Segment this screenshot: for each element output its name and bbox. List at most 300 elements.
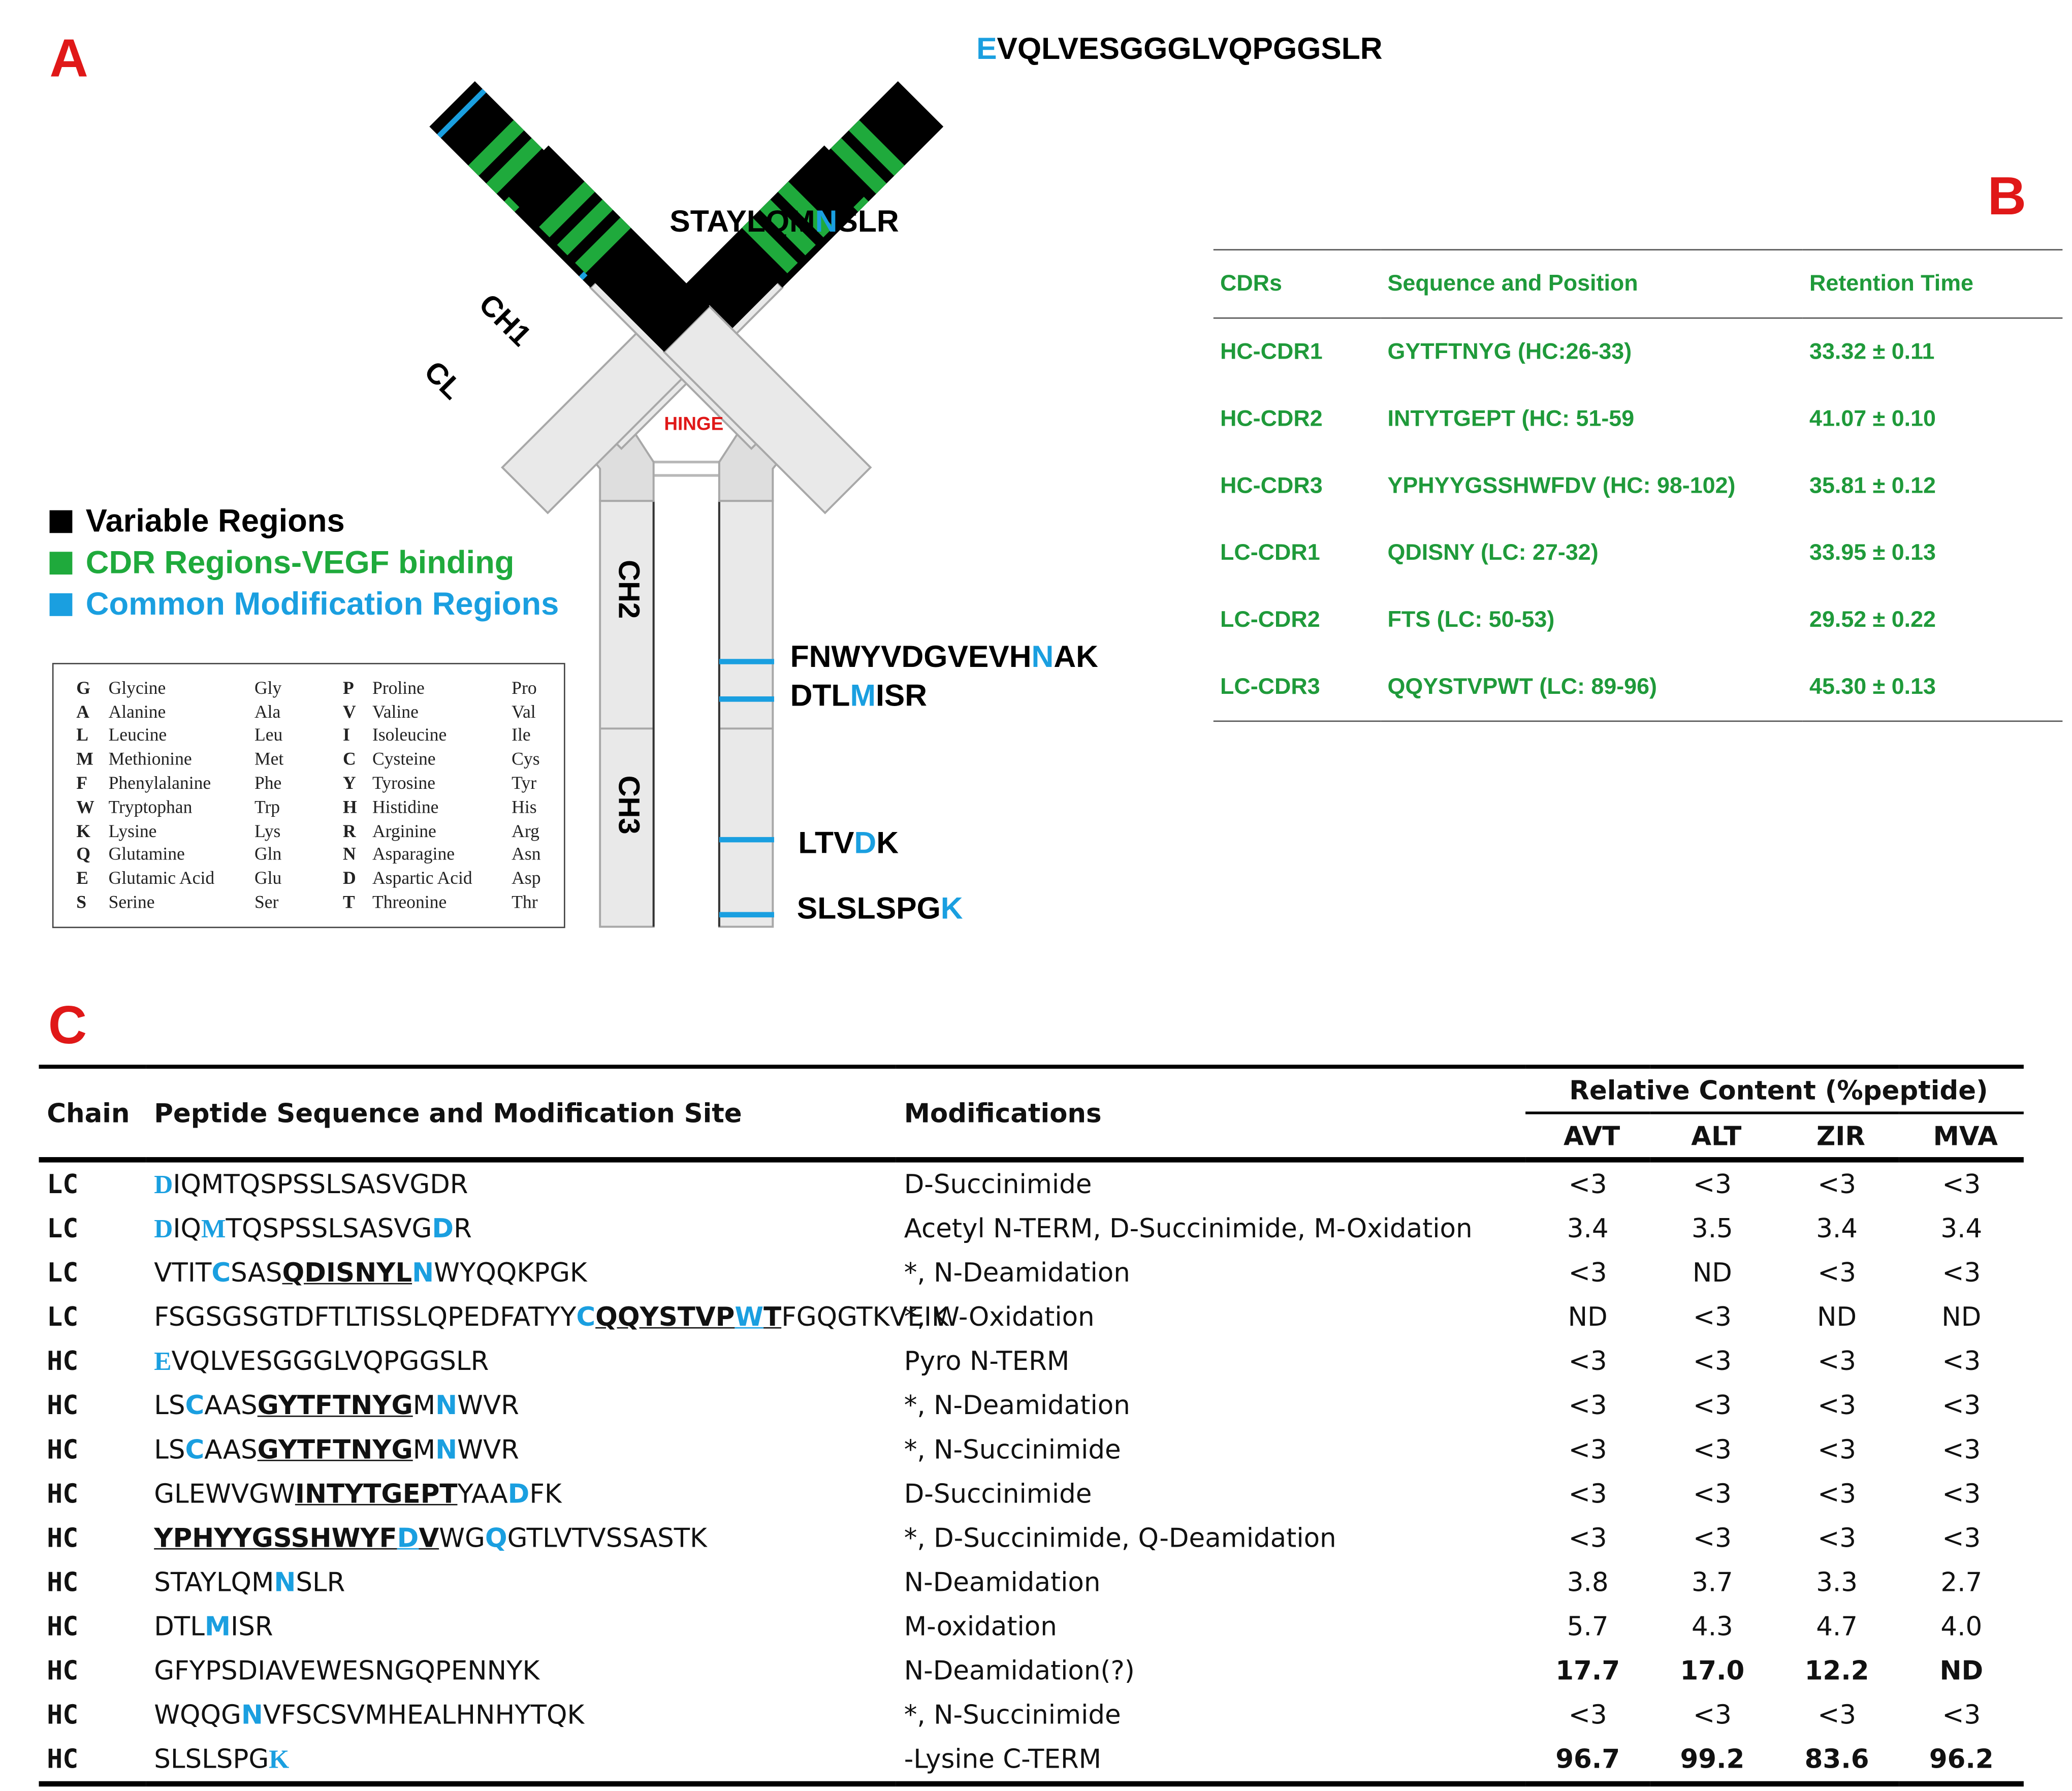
modifications-cell: *, N-Deamidation xyxy=(904,1257,1130,1289)
sequence-cell xyxy=(146,1384,896,1428)
relative-content-cell: <3 xyxy=(1693,1478,1732,1510)
cdr-row xyxy=(1214,520,2063,587)
cdr-header-cdrs: CDRs xyxy=(1214,250,1381,318)
amino-acid-cell: Isoleucine xyxy=(372,725,447,746)
legend-cdr-label: CDR Regions-VEGF binding xyxy=(85,545,515,582)
relative-content-cell: ND xyxy=(1941,1301,1982,1333)
amino-acid-cell: Methionine xyxy=(108,749,192,770)
cdr-table xyxy=(1214,249,2063,722)
sequence-segment: C xyxy=(576,1301,596,1333)
cdr-cell: 41.07 ± 0.10 xyxy=(1809,405,1936,431)
sequence-segment: C xyxy=(211,1257,231,1289)
relative-content-cell: ND xyxy=(1692,1257,1732,1289)
cdr-cell: FTS (LC: 50-53) xyxy=(1387,606,1555,632)
amino-acid-row xyxy=(76,700,540,724)
sequence-cell xyxy=(146,1737,896,1784)
amino-acid-cell: Lysine xyxy=(108,820,157,841)
amino-acid-cell: C xyxy=(342,749,356,770)
relative-content-cell: <3 xyxy=(1818,1699,1856,1731)
amino-acid-row xyxy=(76,676,540,700)
sequence-cell xyxy=(146,1693,896,1737)
relative-content-cell: <3 xyxy=(1568,1522,1607,1554)
chain-cell: LC xyxy=(47,1301,79,1333)
cdr-cell: HC-CDR3 xyxy=(1220,472,1323,498)
modifications-cell: *, N-Deamidation xyxy=(904,1390,1130,1421)
amino-acid-cell: Leucine xyxy=(108,725,167,746)
sequence-segment: M xyxy=(412,1434,436,1465)
sequence-cell xyxy=(146,1605,896,1649)
hinge-connector xyxy=(654,462,721,475)
sequence-segment: INTYTGEPT xyxy=(295,1478,458,1510)
sequence-segment: V xyxy=(419,1522,439,1554)
sequence-cell xyxy=(146,1560,896,1605)
cdr-row xyxy=(1214,453,2063,520)
amino-acid-cell: Alanine xyxy=(108,701,166,722)
relative-content-cell: 99.2 xyxy=(1650,1737,1774,1784)
relative-content-cell: <3 xyxy=(1693,1522,1732,1554)
amino-acid-cell: Tyr xyxy=(512,773,537,793)
relative-content-cell: 3.5 xyxy=(1691,1213,1733,1244)
sequence-segment: IQMTQSPSSLSASVGDR xyxy=(173,1168,468,1200)
amino-acid-cell: Ser xyxy=(254,892,279,912)
sequence-cell xyxy=(146,1295,949,1339)
sequence-segment: WVR xyxy=(457,1434,519,1465)
sequence-segment: Q xyxy=(485,1522,507,1554)
modifications-cell: N-Deamidation xyxy=(904,1566,1101,1598)
amino-acid-cell: Q xyxy=(76,844,91,865)
relative-content-cell: <3 xyxy=(1693,1434,1732,1465)
panel-label-a: A xyxy=(49,29,88,89)
amino-acid-cell: His xyxy=(512,796,537,817)
cdr-cell: 33.95 ± 0.13 xyxy=(1809,539,1936,565)
chain-cell: HC xyxy=(47,1611,79,1642)
sequence-segment: WG xyxy=(439,1522,485,1554)
header-mva: MVA xyxy=(1899,1113,2024,1160)
sequence-cell xyxy=(146,1207,896,1251)
sequence-segment: N xyxy=(274,1566,296,1598)
amino-acid-cell: A xyxy=(76,701,89,722)
modifications-cell: -Lysine C-TERM xyxy=(896,1737,1525,1784)
amino-acid-cell: Y xyxy=(342,773,356,793)
amino-acid-cell: Ile xyxy=(512,725,531,746)
chain-cell: HC xyxy=(47,1699,79,1731)
sequence-cell xyxy=(146,1339,896,1384)
cdr-cell: 45.30 ± 0.13 xyxy=(1809,674,1936,699)
amino-acid-cell: Histidine xyxy=(372,796,439,817)
cdr-cell: INTYTGEPT (HC: 51-59 xyxy=(1387,405,1635,431)
sequence-segment: N xyxy=(241,1699,263,1731)
modifications-cell: *, N-Succinimide xyxy=(904,1699,1121,1731)
amino-acid-cell: M xyxy=(76,749,93,770)
relative-content-cell: <3 xyxy=(1693,1346,1732,1377)
sequence-segment: LS xyxy=(154,1434,185,1465)
amino-acid-row xyxy=(76,772,540,795)
relative-content-cell: ND xyxy=(1817,1301,1857,1333)
sequence-cell xyxy=(146,1472,896,1516)
sequence-segment: SLR xyxy=(296,1566,345,1598)
fc-right-stem xyxy=(719,501,773,926)
relative-content-cell: <3 xyxy=(1942,1522,1981,1554)
amino-acid-cell: Serine xyxy=(108,892,155,912)
relative-content-cell: 4.7 xyxy=(1816,1611,1858,1642)
sequence-segment: GYTFTNYG xyxy=(257,1390,413,1421)
sequence-segment: QDISNYL xyxy=(282,1257,412,1289)
cdr-cell: 29.52 ± 0.22 xyxy=(1809,606,1936,632)
amino-acid-cell: G xyxy=(76,677,91,698)
sequence-segment: VQLVESGGGLVQPGGSLR xyxy=(171,1345,489,1377)
cdr-row xyxy=(1214,318,2063,386)
sequence-segment: FK xyxy=(529,1478,562,1510)
amino-acid-cell: Asn xyxy=(512,844,541,865)
table-row xyxy=(39,1295,2023,1339)
relative-content-cell: <3 xyxy=(1818,1257,1856,1289)
sequence-segment: QQYSTVP xyxy=(595,1301,735,1333)
relative-content-cell: ND xyxy=(1568,1301,1608,1333)
cdr-cell: HC-CDR1 xyxy=(1220,339,1323,365)
relative-content-cell: <3 xyxy=(1568,1478,1607,1510)
cdr-header-sequence: Sequence and Position xyxy=(1381,250,1803,318)
amino-acid-cell: Met xyxy=(254,749,284,770)
sequence-segment: W xyxy=(735,1301,764,1333)
amino-acid-cell: Pro xyxy=(512,677,537,698)
sequence-segment: FGQGTKVEIK xyxy=(781,1301,949,1333)
peptide-label-2: STAYLQMNSLR xyxy=(670,204,899,239)
relative-content-cell: <3 xyxy=(1818,1522,1856,1554)
relative-content-cell: 3.4 xyxy=(1567,1213,1609,1244)
chain-cell: HC xyxy=(47,1566,79,1598)
relative-content-cell: <3 xyxy=(1568,1346,1607,1377)
cdr-cell: 35.81 ± 0.12 xyxy=(1809,472,1936,498)
sequence-cell xyxy=(146,1649,896,1693)
amino-acid-cell: Arginine xyxy=(372,820,436,841)
relative-content-cell: <3 xyxy=(1693,1390,1732,1421)
relative-content-cell: <3 xyxy=(1942,1169,1981,1200)
relative-content-cell: 96.2 xyxy=(1899,1737,2024,1784)
label-vh: VH xyxy=(358,144,410,197)
chain-cell: HC xyxy=(39,1737,146,1784)
amino-acid-row xyxy=(76,891,540,915)
sequence-segment: D xyxy=(154,1171,173,1200)
sequence-segment: C xyxy=(185,1390,205,1421)
relative-content-cell: <3 xyxy=(1942,1257,1981,1289)
table-row xyxy=(39,1649,2023,1693)
amino-acid-cell: Arg xyxy=(512,820,539,841)
relative-content-cell: <3 xyxy=(1818,1169,1856,1200)
amino-acid-cell: D xyxy=(342,868,356,888)
sequence-segment: T xyxy=(763,1301,782,1333)
peptide-label-3: FNWYVDGVEVHNAK xyxy=(790,639,1098,674)
cdr-cell: LC-CDR2 xyxy=(1220,606,1320,632)
amino-acid-row xyxy=(76,843,540,867)
header-sequence: Peptide Sequence and Modification Site xyxy=(146,1067,896,1160)
table-row xyxy=(39,1339,2023,1384)
cdr-cell: QQYSTVPWT (LC: 89-96) xyxy=(1387,674,1657,699)
amino-acid-cell: S xyxy=(76,892,87,912)
amino-acid-cell: Cysteine xyxy=(372,749,436,770)
amino-acid-cell: Threonine xyxy=(372,892,447,912)
chain-cell: LC xyxy=(47,1257,79,1289)
relative-content-cell: 4.0 xyxy=(1940,1611,1983,1642)
amino-acid-cell: V xyxy=(342,701,356,722)
relative-content-cell: 3.8 xyxy=(1567,1566,1609,1598)
sequence-segment: WYQQKPGK xyxy=(434,1257,587,1289)
modifications-cell: *, W-Oxidation xyxy=(904,1301,1095,1333)
modifications-cell: N-Deamidation(?) xyxy=(904,1655,1135,1686)
sequence-segment: YPHYYGSSHWYF xyxy=(154,1522,397,1554)
amino-acid-cell: Cys xyxy=(512,749,540,770)
legend-swatch-black xyxy=(50,510,73,533)
cdr-cell: 33.32 ± 0.11 xyxy=(1809,339,1935,365)
chain-cell: LC xyxy=(47,1169,79,1200)
cdr-cell: GYTFTNYG (HC:26-33) xyxy=(1387,339,1632,365)
region-legend xyxy=(50,501,559,625)
amino-acid-table xyxy=(76,676,540,914)
panel-label-b: B xyxy=(1987,167,2026,227)
chain-cell: HC xyxy=(47,1478,79,1510)
legend-modification xyxy=(50,584,559,626)
sequence-segment: ISR xyxy=(231,1611,273,1642)
sequence-cell xyxy=(146,1251,896,1295)
amino-acid-cell: Gly xyxy=(254,677,282,698)
relative-content-cell: 4.3 xyxy=(1691,1611,1733,1642)
sequence-segment: D xyxy=(397,1522,419,1554)
header-zir: ZIR xyxy=(1774,1113,1899,1160)
relative-content-cell: <3 xyxy=(1568,1699,1607,1731)
cdr-row xyxy=(1214,654,2063,721)
sequence-segment: LS xyxy=(154,1390,185,1421)
relative-content-cell: 12.2 xyxy=(1804,1655,1869,1686)
amino-acid-cell: Asparagine xyxy=(372,844,455,865)
table-row xyxy=(39,1472,2023,1516)
cdr-row xyxy=(1214,587,2063,654)
legend-swatch-blue xyxy=(50,593,73,616)
relative-content-cell: 2.7 xyxy=(1940,1566,1983,1598)
amino-acid-cell: Lys xyxy=(254,820,281,841)
relative-content-cell: 83.6 xyxy=(1774,1737,1899,1784)
modifications-cell: D-Succinimide xyxy=(904,1169,1092,1200)
amino-acid-cell: Phenylalanine xyxy=(108,773,211,793)
amino-acid-cell: Tyrosine xyxy=(372,773,436,793)
sequence-segment: E xyxy=(154,1348,172,1377)
sequence-segment: M xyxy=(201,1215,226,1244)
relative-content-cell: 3.4 xyxy=(1816,1213,1858,1244)
chain-cell: HC xyxy=(47,1434,79,1465)
sequence-segment: VFSCSVMHEALHNHYTQK xyxy=(263,1699,585,1731)
cdr-cell: QDISNY (LC: 27-32) xyxy=(1387,539,1599,565)
amino-acid-cell: F xyxy=(76,773,88,793)
peptide-label-5: LTVDK xyxy=(798,825,899,860)
modifications-cell: Acetyl N-TERM, D-Succinimide, M-Oxidation xyxy=(904,1213,1473,1244)
relative-content-cell: <3 xyxy=(1568,1390,1607,1421)
relative-content-cell: <3 xyxy=(1568,1434,1607,1465)
sequence-segment: GFYPSDIAVEWESNGQPENNYK xyxy=(154,1655,540,1686)
sequence-segment: WQQG xyxy=(154,1699,241,1731)
amino-acid-row xyxy=(76,724,540,748)
amino-acid-row xyxy=(76,819,540,843)
relative-content-cell: <3 xyxy=(1942,1434,1981,1465)
cdr-row xyxy=(1214,386,2063,453)
relative-content-cell: <3 xyxy=(1568,1257,1607,1289)
amino-acid-cell: Ala xyxy=(254,701,281,722)
modifications-cell: *, N-Succinimide xyxy=(904,1434,1121,1465)
cdr-cell: LC-CDR3 xyxy=(1220,674,1320,699)
relative-content-cell: <3 xyxy=(1818,1478,1856,1510)
sequence-segment: R xyxy=(454,1212,472,1244)
relative-content-cell: <3 xyxy=(1942,1346,1981,1377)
modification-table xyxy=(39,1065,2023,1786)
relative-content-cell: <3 xyxy=(1942,1478,1981,1510)
relative-content-cell: 17.0 xyxy=(1680,1655,1745,1686)
amino-acid-cell: E xyxy=(76,868,89,888)
relative-content-cell: ND xyxy=(1939,1655,1984,1686)
cdr-header-retention: Retention Time xyxy=(1803,250,2063,318)
sequence-cell xyxy=(146,1160,896,1206)
table-row xyxy=(39,1516,2023,1560)
amino-acid-cell: Asp xyxy=(512,868,541,888)
relative-content-cell: <3 xyxy=(1818,1390,1856,1421)
amino-acid-row xyxy=(76,748,540,772)
relative-content-cell: 96.7 xyxy=(1525,1737,1650,1784)
amino-acid-cell: Val xyxy=(512,701,536,722)
label-vl: VL xyxy=(287,222,337,273)
table-row xyxy=(39,1605,2023,1649)
label-ch3: CH3 xyxy=(612,775,646,835)
modifications-cell: D-Succinimide xyxy=(904,1478,1092,1510)
sequence-segment: M xyxy=(204,1611,231,1642)
sequence-segment: DTL xyxy=(154,1611,205,1642)
legend-variable xyxy=(50,501,559,542)
sequence-segment: K xyxy=(269,1745,290,1774)
sequence-segment: GYTFTNYG xyxy=(257,1434,413,1465)
sequence-segment: STAYLQM xyxy=(154,1566,274,1598)
legend-modification-label: Common Modification Regions xyxy=(85,586,559,623)
amino-acid-cell: Thr xyxy=(512,892,538,912)
relative-content-cell: <3 xyxy=(1568,1169,1607,1200)
header-chain: Chain xyxy=(39,1067,146,1160)
sequence-segment: AAS xyxy=(204,1390,258,1421)
sequence-segment: TQSPSSLSASVG xyxy=(226,1212,432,1244)
amino-acid-cell: N xyxy=(342,844,356,865)
relative-content-cell: <3 xyxy=(1693,1699,1732,1731)
table-row xyxy=(39,1384,2023,1428)
amino-acid-cell: R xyxy=(342,820,356,841)
sequence-segment: VTIT xyxy=(154,1257,212,1289)
amino-acid-key xyxy=(52,663,565,928)
amino-acid-cell: Glutamic Acid xyxy=(108,868,215,888)
relative-content-cell: <3 xyxy=(1818,1346,1856,1377)
label-hinge: HINGE xyxy=(664,413,724,434)
cdr-cell: LC-CDR1 xyxy=(1220,539,1320,565)
amino-acid-row xyxy=(76,795,540,819)
modifications-cell: M-oxidation xyxy=(904,1611,1057,1642)
sequence-segment: M xyxy=(412,1390,436,1421)
amino-acid-cell: Valine xyxy=(372,701,419,722)
label-ch2: CH2 xyxy=(612,560,646,619)
chain-cell: HC xyxy=(47,1346,79,1377)
sequence-segment: N xyxy=(435,1434,458,1465)
label-cl: CL xyxy=(418,355,469,406)
relative-content-cell: <3 xyxy=(1693,1301,1732,1333)
sequence-segment: GLEWVGW xyxy=(154,1478,295,1510)
peptide-label-6: SLSLSPGK xyxy=(796,890,963,925)
table-row xyxy=(39,1428,2023,1472)
sequence-segment: D xyxy=(507,1478,530,1510)
chain-cell: HC xyxy=(47,1655,79,1686)
amino-acid-cell: Trp xyxy=(254,796,280,817)
amino-acid-cell: Glutamine xyxy=(108,844,185,865)
amino-acid-cell: K xyxy=(76,820,91,841)
sequence-cell xyxy=(146,1516,896,1560)
amino-acid-cell: I xyxy=(342,725,350,746)
table-row xyxy=(39,1251,2023,1295)
sequence-segment: C xyxy=(185,1434,205,1465)
sequence-segment: SLSLSPG xyxy=(154,1743,269,1774)
sequence-segment: D xyxy=(154,1215,173,1244)
amino-acid-row xyxy=(76,867,540,891)
panel-label-c: C xyxy=(48,996,87,1056)
chain-cell: HC xyxy=(47,1390,79,1421)
amino-acid-cell: Phe xyxy=(254,773,282,793)
sequence-segment: SAS xyxy=(231,1257,282,1289)
table-row xyxy=(39,1693,2023,1737)
legend-cdr xyxy=(50,542,559,584)
sequence-segment: WVR xyxy=(457,1390,519,1421)
amino-acid-cell: Glycine xyxy=(108,677,166,698)
sequence-segment: YAA xyxy=(457,1478,508,1510)
cdr-cell: YPHYYGSSHWFDV (HC: 98-102) xyxy=(1387,472,1736,498)
table-row xyxy=(39,1207,2023,1251)
table-row xyxy=(39,1160,2023,1206)
sequence-segment: GTLVTVSSASTK xyxy=(507,1522,707,1554)
amino-acid-cell: Proline xyxy=(372,677,425,698)
relative-content-cell: 3.4 xyxy=(1940,1213,1983,1244)
peptide-label-4: DTLMISR xyxy=(790,678,928,713)
amino-acid-cell: T xyxy=(342,892,355,912)
sequence-segment: D xyxy=(432,1212,454,1244)
cdr-cell: HC-CDR2 xyxy=(1220,405,1323,431)
header-modifications: Modifications xyxy=(896,1067,1525,1160)
header-avt: AVT xyxy=(1525,1113,1650,1160)
amino-acid-cell: P xyxy=(342,677,354,698)
legend-variable-label: Variable Regions xyxy=(85,503,345,540)
relative-content-cell: 17.7 xyxy=(1555,1655,1620,1686)
amino-acid-cell: Tryptophan xyxy=(108,796,193,817)
relative-content-cell: 5.7 xyxy=(1567,1611,1609,1642)
legend-swatch-green xyxy=(50,552,73,574)
peptide-label-1: EVQLVESGGGLVQPGGSLR xyxy=(976,31,1383,66)
amino-acid-cell: Glu xyxy=(254,868,282,888)
amino-acid-cell: L xyxy=(76,725,89,746)
amino-acid-cell: H xyxy=(342,796,357,817)
amino-acid-cell: W xyxy=(76,796,94,817)
sequence-segment: FSGSGSGTDFTLTISSLQPEDFATYY xyxy=(154,1301,577,1333)
relative-content-cell: <3 xyxy=(1942,1390,1981,1421)
amino-acid-cell: Aspartic Acid xyxy=(372,868,472,888)
modifications-cell: *, D-Succinimide, Q-Deamidation xyxy=(904,1522,1336,1554)
sequence-segment: AAS xyxy=(204,1434,258,1465)
chain-cell: LC xyxy=(47,1213,79,1244)
table-row xyxy=(39,1560,2023,1605)
header-alt: ALT xyxy=(1650,1113,1774,1160)
chain-cell: HC xyxy=(47,1522,79,1554)
relative-content-cell: <3 xyxy=(1818,1434,1856,1465)
relative-content-cell: <3 xyxy=(1693,1169,1732,1200)
sequence-segment: IQ xyxy=(173,1212,202,1244)
relative-content-cell: 3.7 xyxy=(1691,1566,1733,1598)
sequence-segment: N xyxy=(412,1257,434,1289)
amino-acid-cell: Gln xyxy=(254,844,282,865)
relative-content-cell: 3.3 xyxy=(1816,1566,1858,1598)
